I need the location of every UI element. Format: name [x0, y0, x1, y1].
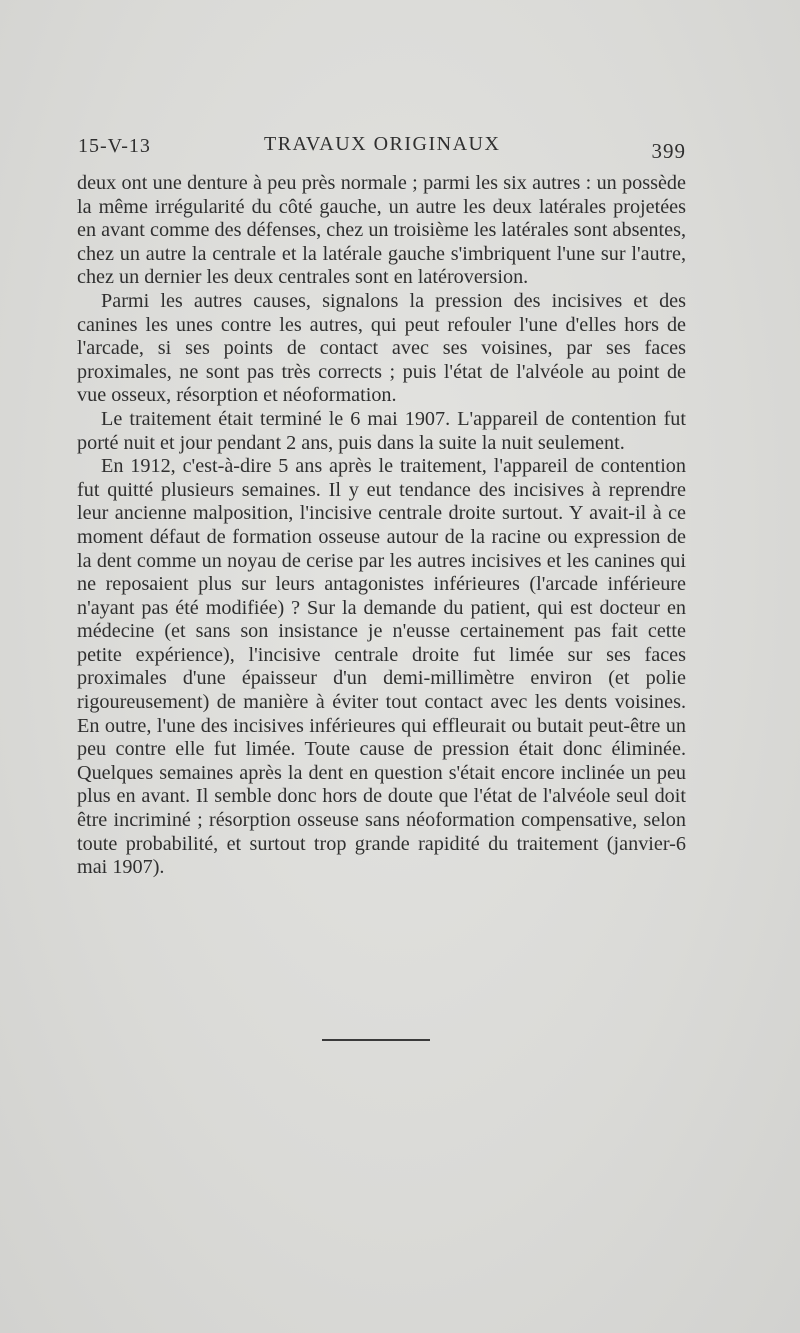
paragraph-treatment-end: Le traitement était terminé le 6 mai 1907. L'appareil de contention fut porté nuit et jour pendant 2 ans, puis dans la suite la nuit seulement.	[77, 407, 686, 454]
paragraph-1912-observation: En 1912, c'est-à-dire 5 ans après le traitement, l'appareil de contention fut quitté plusieurs semaines. Il y eut tendance des incisives à reprendre leur ancienne malposition, l'incisive centrale droite surtout. Y avait-il à ce moment défaut de formation osseuse autour de la racine ou expression de la dent comme un noyau de cerise par les autres incisives et les canines qui ne reposaient plus sur leurs antagonistes inférieures (l'arcade inférieure n'ayant pas été modifiée) ? Sur la demande du patient, qui est docteur en médecine (et sans son insistance je n'eusse certainement pas fait cette petite expérience), l'incisive centrale droite fut limée sur ses faces proximales d'une épaisseur d'un demi-millimètre environ (et polie rigoureusement) de manière à éviter tout contact avec les dents voisines. En outre, l'une des incisives inférieures qui effleurait ou butait peut-être un peu contre elle fut limée. Toute cause de pression était donc éliminée. Quelques semaines après la dent en question s'était encore inclinée un peu plus en avant. Il semble donc hors de doute que l'état de l'alvéole seul doit être incriminé ; résorption osseuse sans néoformation compensative, selon toute probabilité, et surtout trop grande rapidité du traitement (janvier-6 mai 1907).	[77, 455, 686, 879]
paragraph-continuation: deux ont une denture à peu près normale ; parmi les six autres : un possède la même irrégularité du côté gauche, un autre les deux latérales projetées en avant comme des défenses, chez un troisième les latérales sont absentes, chez un autre la centrale et la latérale gauche s'imbriquent l'une sur l'autre, chez un dernier les deux centrales sont en latéroversion.	[77, 172, 686, 289]
section-end-rule	[322, 1039, 430, 1041]
page-number: 399	[651, 139, 686, 163]
running-head	[78, 133, 686, 163]
paragraph-other-causes: Parmi les autres causes, signalons la pression des incisives et des canines les unes contre les autres, qui peut refouler l'une d'elles hors de l'arcade, si ses points de contact avec ses voisines, par ses faces proximales, ne sont pas très corrects ; puis l'état de l'alvéole au point de vue osseux, résorption et néoformation.	[77, 289, 686, 407]
body-text	[77, 172, 686, 880]
header-section-title: TRAVAUX ORIGINAUX	[264, 133, 501, 155]
header-date: 15-V-13	[78, 135, 151, 157]
